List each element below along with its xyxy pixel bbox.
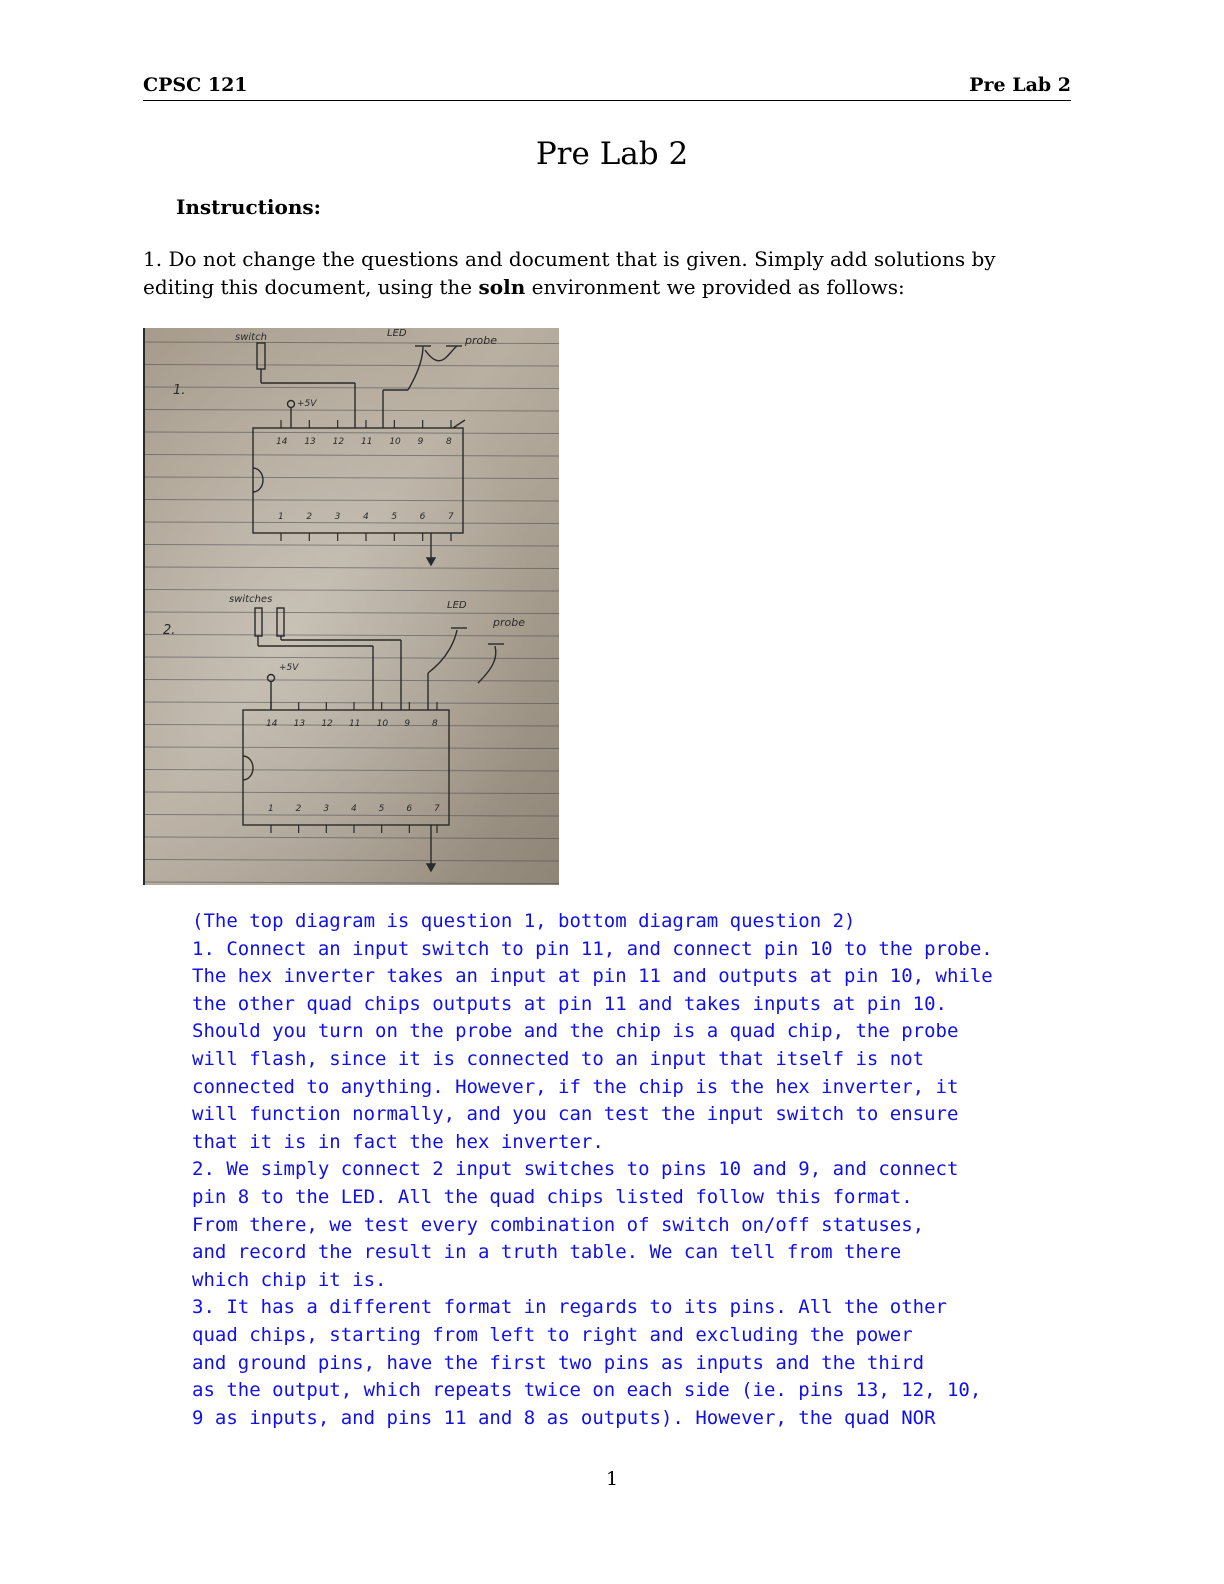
chip-1-top-pin-label: 14 [276,437,288,447]
chip-2-bottom-pin-label: 7 [434,804,440,814]
chip-2-top-pin-label: 9 [404,719,411,729]
chip-2-top-pin-label: 14 [266,719,278,729]
solution-line: as the output, which repeats twice on each side (ie. pins 13, 12, 10, [192,1379,982,1402]
power-label-1: +5V [297,399,317,409]
question-1-number: 1. [173,383,186,398]
chip-1-top-pin-label: 9 [417,437,424,447]
chip-2-bottom-pin-label: 6 [406,804,413,814]
chip-1-bottom-pin-label: 3 [334,512,341,522]
solution-line: pin 8 to the LED. All the quad chips listed follow this format. [192,1185,913,1208]
instructions-heading: Instructions: [176,195,322,219]
course-code: CPSC 121 [143,74,248,96]
chip-1-top-pin-label: 13 [304,437,316,447]
soln-keyword: soln [478,275,526,299]
led-label-1: LED [387,328,407,339]
header-doc-label: Pre Lab 2 [969,74,1071,96]
power-label-2: +5V [279,663,299,673]
solution-line: and record the result in a truth table. We can tell from there [192,1241,902,1264]
page-title: Pre Lab 2 [535,136,689,172]
solution-line: Should you turn on the probe and the chip is a quad chip, the probe [192,1020,959,1043]
solution-line: and ground pins, have the first two pins as inputs and the third [192,1351,925,1374]
solution-line: 3. It has a different format in regards to its pins. All the other [192,1296,947,1319]
solution-line: that it is in fact the hex inverter. [192,1130,604,1153]
chip-2-top-pin-label: 12 [321,719,333,729]
chip-2-top-pin-label: 13 [293,719,306,729]
chip-1-top-pin-label: 10 [389,437,401,447]
solution-line: 2. We simply connect 2 input switches to pins 10 and 9, and connect [192,1158,959,1181]
chip-1-bottom-pin-label: 1 [278,512,284,522]
led-label-2: LED [447,600,467,611]
chip-2-bottom-pin-label: 3 [323,804,330,814]
chip-2-bottom-pin-label: 1 [268,804,274,814]
probe-label-1: probe [465,334,497,347]
instruction-item-1 [143,245,1073,301]
instruction-text-prefix: 1. Do not change the questions and document that is given. Simply add solutions by editing this document, using the [143,247,996,299]
chip-1-top-pin-label: 8 [446,437,452,447]
chip-2-top-pin-label: 11 [349,719,361,729]
solution-line: connected to anything. However, if the chip is the hex inverter, it [192,1075,959,1098]
chip-2-bottom-pin-label: 5 [378,804,385,814]
chip-1-bottom-pin-label: 7 [448,512,454,522]
instruction-text-suffix: environment we provided as follows: [525,275,905,299]
page-number: 1 [605,1468,619,1490]
running-header [143,74,1071,101]
switch-label-1: switch [235,332,267,343]
chip-1-top-pin-label: 12 [332,437,345,447]
chip-2-top-pin-label: 10 [376,719,389,729]
solution-line: quad chips, starting from left to right and excluding the power [192,1323,913,1346]
chip-1-top-pin-label: 11 [361,437,373,447]
switch-label-2: switches [229,594,273,605]
chip-2-bottom-pin-label: 2 [295,804,302,814]
solution-line: The hex inverter takes an input at pin 11 and outputs at pin 10, while [192,965,993,988]
chip-1-bottom-pin-label: 6 [419,512,426,522]
question-2-number: 2. [163,623,176,638]
solution-line: the other quad chips outputs at pin 11 and takes inputs at pin 10. [192,992,947,1015]
solution-line: which chip it is. [192,1268,387,1291]
chip-1-bottom-pin-label: 2 [306,512,313,522]
solution-line: (The top diagram is question 1, bottom diagram question 2) [192,910,856,932]
solution-line: 9 as inputs, and pins 11 and 8 as outputs). However, the quad NOR [192,1406,936,1429]
chip-2-bottom-pin-label: 4 [351,804,357,814]
solution-line: will function normally, and you can test the input switch to ensure [192,1103,959,1126]
solution-line: 1. Connect an input switch to pin 11, and connect pin 10 to the probe. [192,937,993,960]
chip-2-top-pin-label: 8 [432,719,438,729]
chip-1-bottom-pin-label: 4 [363,512,369,522]
handwritten-circuit-photo [143,328,559,885]
solution-block [192,908,1072,1432]
solution-line: From there, we test every combination of switch on/off statuses, [192,1213,925,1236]
chip-1-bottom-pin-label: 5 [391,512,398,522]
solution-line: will flash, since it is connected to an input that itself is not [192,1047,925,1070]
probe-label-2: probe [493,616,525,629]
